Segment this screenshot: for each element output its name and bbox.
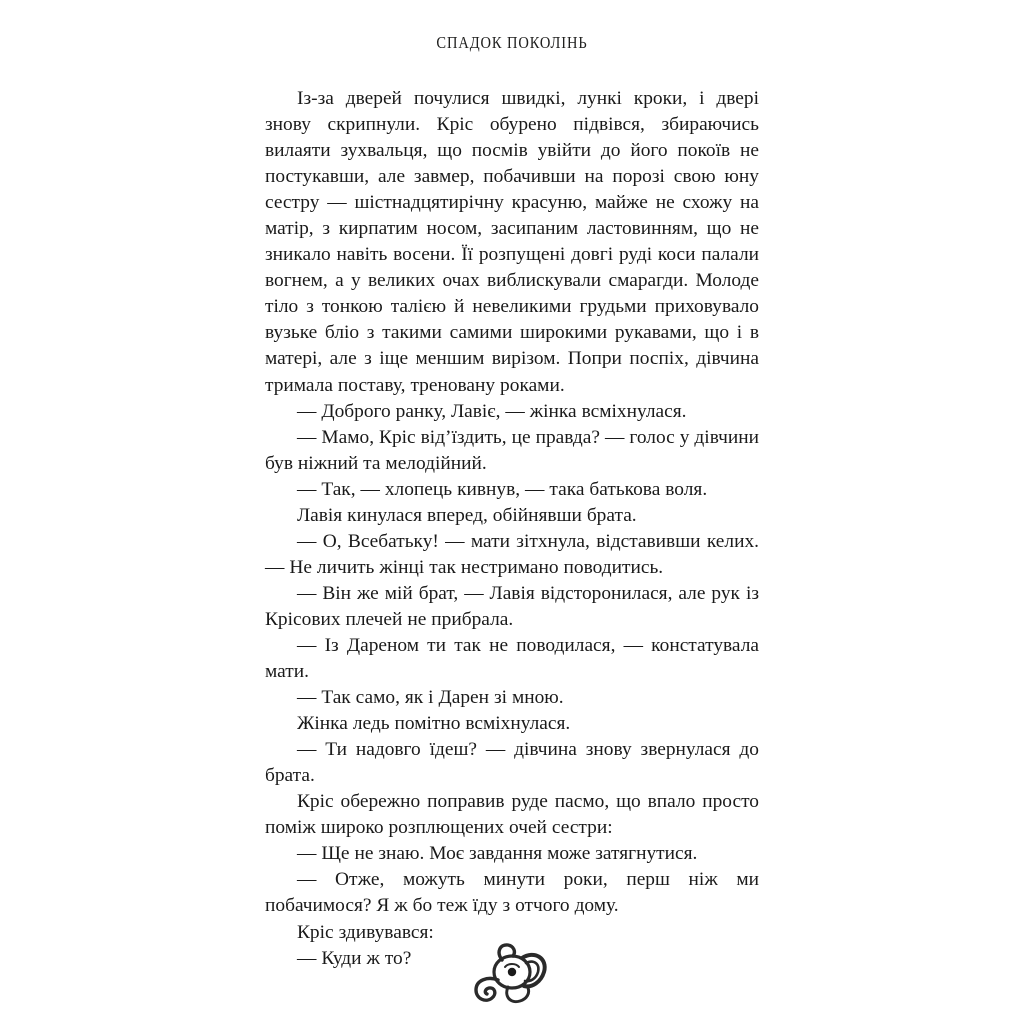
paragraph: — Так, — хлопець кивнув, — така батькова воля. xyxy=(297,478,708,500)
paragraph: — Мамо, Кріс від’їздить, це правда? — голос у дівчини був ніжний та мелодійний. xyxy=(265,426,759,474)
floral-swirl-ornament xyxy=(464,936,560,1008)
body-text-block xyxy=(265,86,759,972)
ornament-center-dot xyxy=(508,968,516,976)
paragraph: — Ти надовго їдеш? — дівчина знову звернулася до брата. xyxy=(265,739,759,787)
running-header: СПАДОК ПОКОЛІНЬ xyxy=(436,34,588,53)
paragraph: Із-за дверей почулися швидкі, лункі кроки, і двері знову скрипнули. Кріс обурено підвівся, збираючись вилаяти зухвальця, що посмів увійти до його покоїв не постукавши, але завмер, побачивши на порозі свою юну сестру — шістнадцятирічну красуню, майже не схожу на матір, з кирпатим носом, засипаним ластовинням, що не зникало навіть восени. Її розпущені довгі руді коси палали вогнем, а у великих очах виблискували смарагди. Молоде тіло з тонкою талією й невеликими грудьми приховувало вузьке бліо з такими самими широкими рукавами, що і в матері, але з іще меншим вирізом. Попри поспіх, дівчина тримала поставу, треновану роками. xyxy=(265,88,759,396)
paragraph: — Ще не знаю. Моє завдання може затягнутися. xyxy=(297,843,698,865)
section-ornament xyxy=(0,936,1024,1008)
paragraph: — Так само, як і Дарен зі мною. xyxy=(297,687,564,709)
paragraph: — О, Всебатьку! — мати зітхнула, відставивши келих. — Не личить жінці так нестримано поводитись. xyxy=(265,530,759,578)
paragraph: Кріс здивувався: xyxy=(297,921,434,943)
paragraph: — Доброго ранку, Лавіє, — жінка всміхнулася. xyxy=(297,400,687,422)
paragraph: Кріс обережно поправив руде пасмо, що впало просто поміж широко розплющених очей сестри: xyxy=(265,791,759,839)
paragraph: — Із Дареном ти так не поводилася, — констатувала мати. xyxy=(265,634,759,683)
paragraph: Лавія кинулася вперед, обійнявши брата. xyxy=(297,504,637,526)
paragraph: — Він же мій брат, — Лавія відсторонилася, але рук із Крісових плечей не прибрала. xyxy=(265,582,759,630)
paragraph: — Отже, можуть минути роки, перш ніж ми побачимося? Я ж бо теж їду з отчого дому. xyxy=(265,869,759,917)
paragraph: — Куди ж то? xyxy=(297,947,412,969)
paragraph: Жінка ледь помітно всміхнулася. xyxy=(297,713,571,735)
